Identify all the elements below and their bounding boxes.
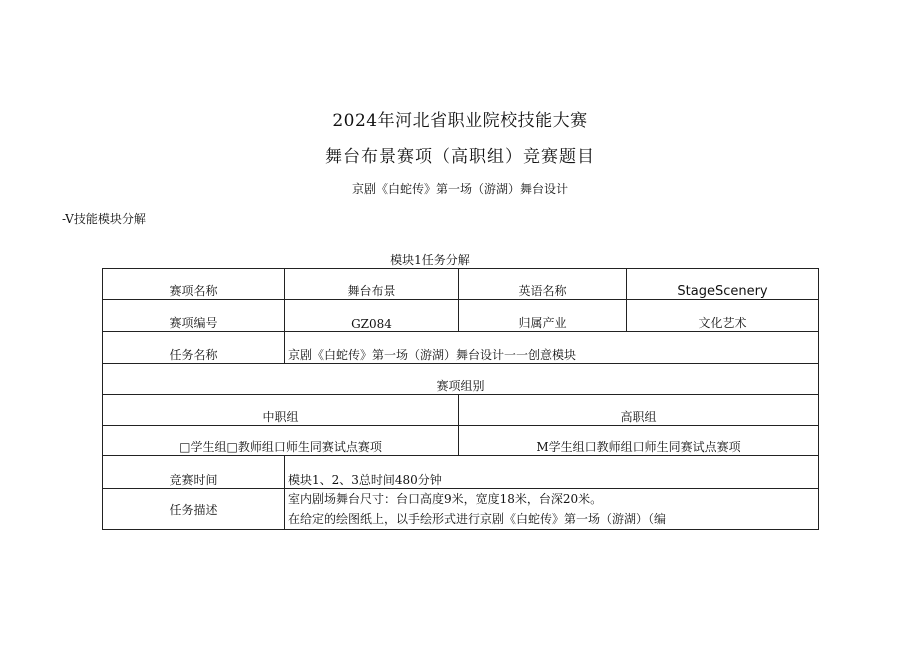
document-title-line2: 舞台布景赛项（高职组）竞赛题目 xyxy=(325,147,595,167)
secondary-vocational-options: □学生组□教师组口师生同赛试点赛项 xyxy=(103,426,459,456)
table-row xyxy=(103,395,819,426)
group-category-header: 赛项组别 xyxy=(103,364,819,395)
industry-label: 归属产业 xyxy=(459,300,627,332)
competition-name-label: 赛项名称 xyxy=(103,269,285,300)
document-title-line1: 2024年河北省职业院校技能大赛 xyxy=(332,111,588,131)
competition-time-value: 模块1、2、3总时间480分钟 xyxy=(285,456,819,489)
table-row xyxy=(103,269,819,300)
table-row xyxy=(103,426,819,456)
table-row xyxy=(103,300,819,332)
competition-code-value: GZ084 xyxy=(285,300,459,332)
higher-vocational-label: 高职组 xyxy=(459,395,819,426)
table-row xyxy=(103,364,819,395)
task-breakdown-table xyxy=(102,268,819,530)
english-name-label: 英语名称 xyxy=(459,269,627,300)
table-row xyxy=(103,456,819,489)
table-row xyxy=(103,332,819,364)
industry-value: 文化艺术 xyxy=(627,300,819,332)
table-caption: 模块1任务分解 xyxy=(390,253,470,267)
competition-name-value: 舞台布景 xyxy=(285,269,459,300)
task-name-value: 京剧《白蛇传》第一场（游湖）舞台设计一一创意模块 xyxy=(285,332,819,364)
competition-time-label: 竞赛时间 xyxy=(103,456,285,489)
task-description-line: 室内剧场舞台尺寸：台口高度9米，宽度18米，台深20米。 xyxy=(288,492,603,506)
competition-code-label: 赛项编号 xyxy=(103,300,285,332)
document-subtitle: 京剧《白蛇传》第一场（游湖）舞台设计 xyxy=(351,182,568,196)
higher-vocational-options: M学生组口教师组口师生同赛试点赛项 xyxy=(459,426,819,456)
task-description-value xyxy=(285,489,819,530)
section-heading: -V技能模块分解 xyxy=(62,212,146,226)
task-description-label: 任务描述 xyxy=(103,489,285,530)
task-description-line: 在给定的绘图纸上，以手绘形式进行京剧《白蛇传》第一场（游湖）（编 xyxy=(288,512,667,526)
secondary-vocational-label: 中职组 xyxy=(103,395,459,426)
task-name-label: 任务名称 xyxy=(103,332,285,364)
table-row xyxy=(103,489,819,530)
english-name-value: StageScenery xyxy=(627,269,819,300)
